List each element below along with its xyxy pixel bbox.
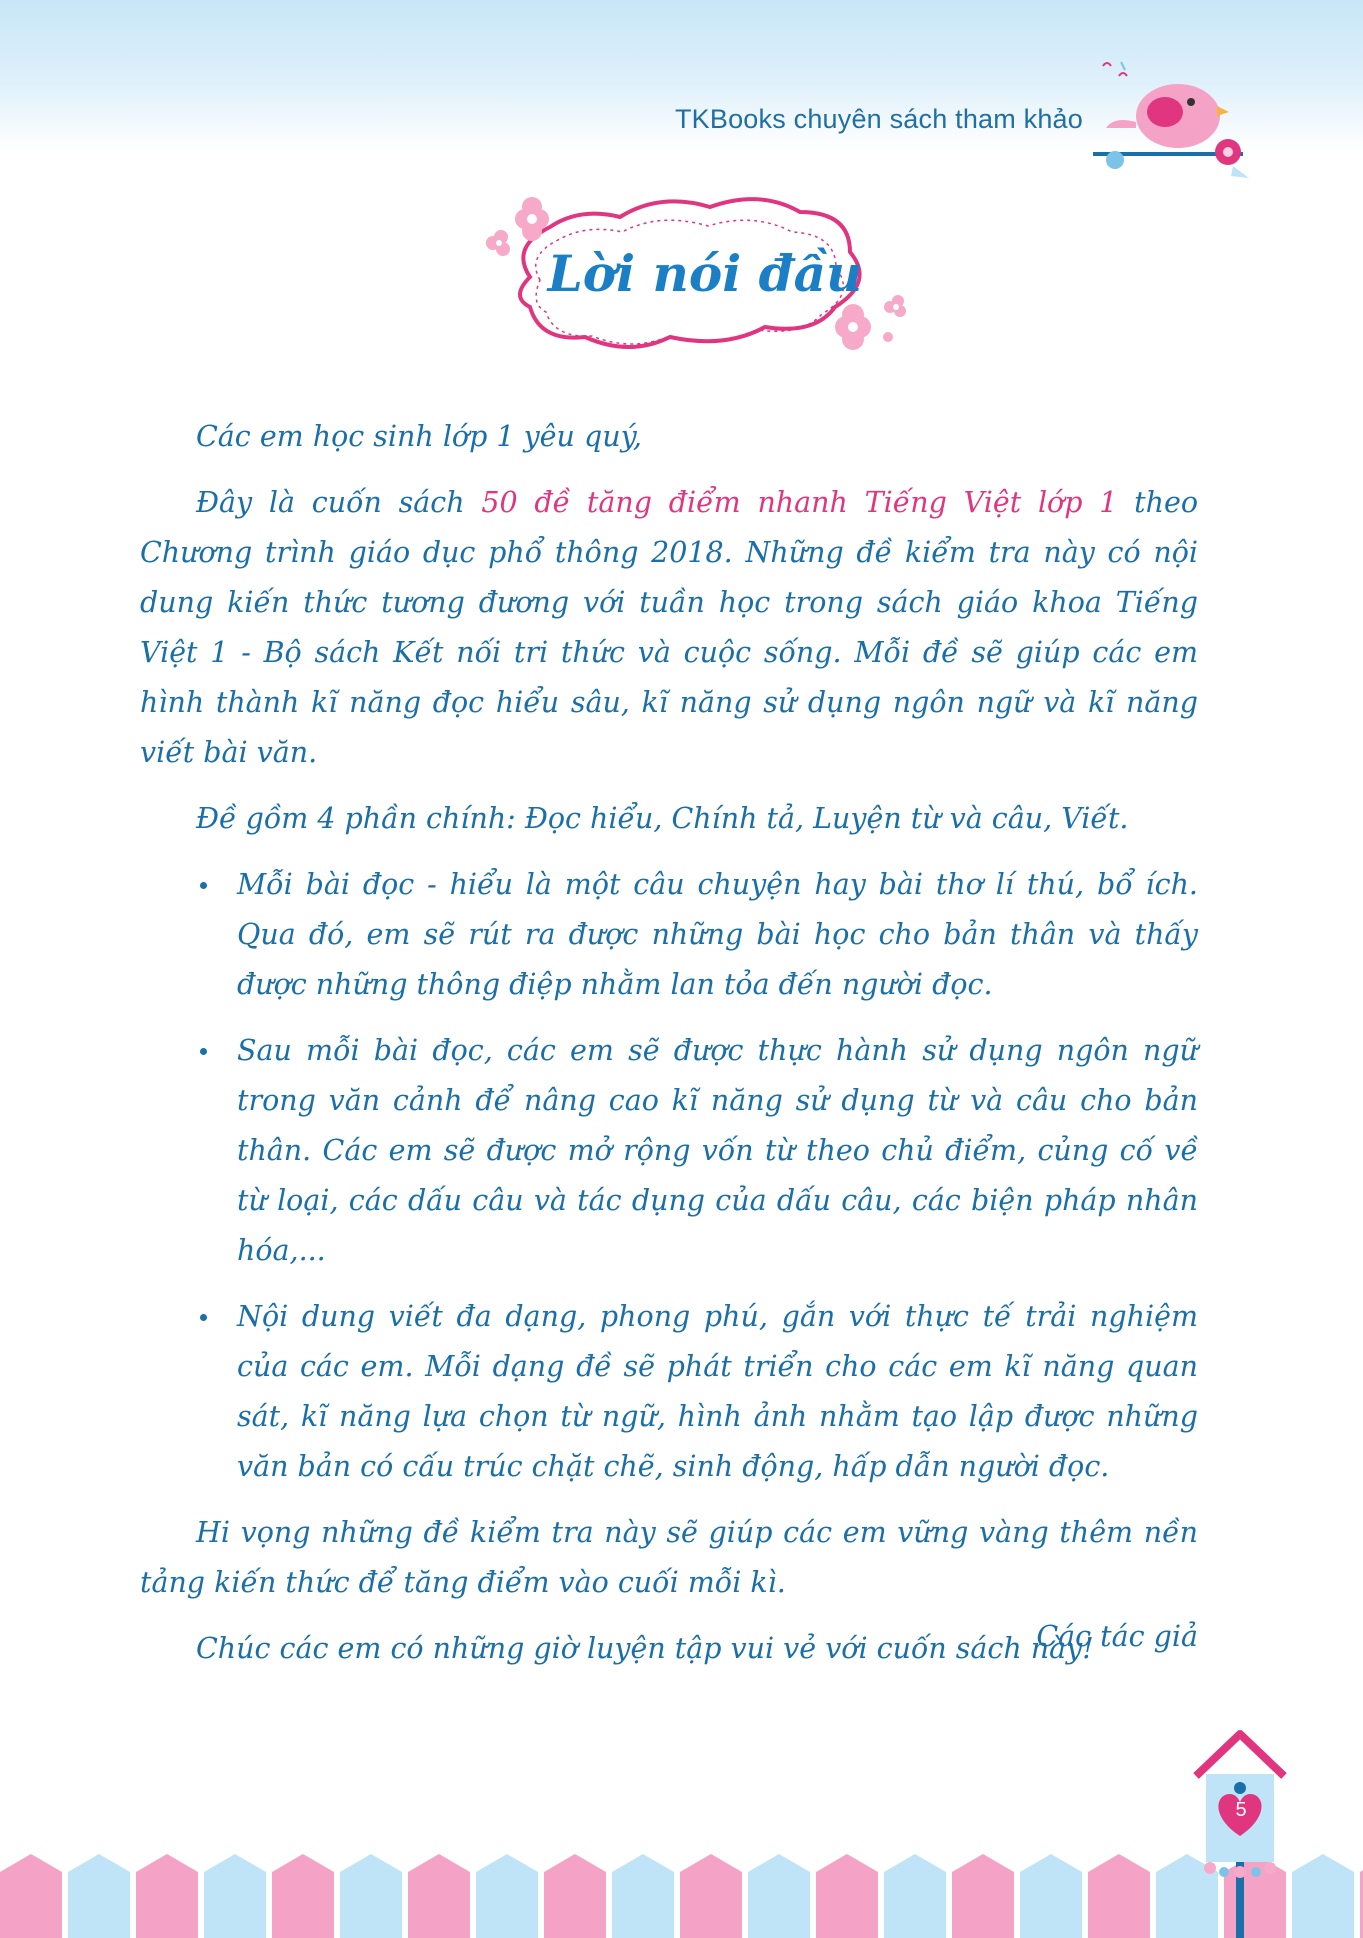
intro-paragraph (140, 478, 1198, 778)
book-title-highlight: 50 đề tăng điểm nhanh Tiếng Việt lớp 1 (481, 486, 1118, 519)
fence-picket (340, 1854, 402, 1938)
bullet-list (140, 860, 1198, 1492)
fence-picket (1088, 1854, 1150, 1938)
fence-picket (68, 1854, 130, 1938)
signature: Các tác giả (1036, 1620, 1198, 1653)
fence-picket (816, 1854, 878, 1938)
fence-picket (612, 1854, 674, 1938)
greeting: Các em học sinh lớp 1 yêu quý, (196, 420, 642, 453)
list-item: Sau mỗi bài đọc, các em sẽ được thực hành sử dụng ngôn ngữ trong văn cảnh để nâng cao kĩ năng sử dụng từ và câu cho bản thân. Các em sẽ được mở rộng vốn từ theo chủ điểm, củng cố về từ loại, các dấu câu và tác dụng của dấu câu, các biện pháp nhân hóa,... (237, 1026, 1198, 1276)
fence-picket (1292, 1854, 1354, 1938)
wish-paragraph: Chúc các em có những giờ luyện tập vui vẻ với cuốn sách này! (196, 1632, 1094, 1665)
page-number: 5 (1235, 1799, 1247, 1821)
title-frame (490, 192, 920, 362)
page-title: Lời nói đầu (547, 244, 863, 303)
fence-picket (1020, 1854, 1082, 1938)
fence-picket (204, 1854, 266, 1938)
birdhouse-icon (1190, 1728, 1290, 1938)
fence-picket (952, 1854, 1014, 1938)
bird-icon (1093, 56, 1253, 186)
fence-picket (884, 1854, 946, 1938)
intro-text-continued: theo Chương trình giáo dục phổ thông 2018. Những đề kiểm tra này có nội dung kiến thức tương đương với tuần học trong sách giáo khoa Tiếng Việt 1 - Bộ sách Kết nối tri thức và cuộc sống. Mỗi đề sẽ giúp các em hình thành kĩ năng đọc hiểu sâu, kĩ năng sử dụng ngôn ngữ và kĩ năng viết bài văn. (140, 486, 1198, 769)
fence-decoration (0, 1850, 1363, 1938)
list-item: Mỗi bài đọc - hiểu là một câu chuyện hay bài thơ lí thú, bổ ích. Qua đó, em sẽ rút ra được những bài học cho bản thân và thấy được những thông điệp nhằm lan tỏa đến người đọc. (237, 860, 1198, 1010)
structure-paragraph: Đề gồm 4 phần chính: Đọc hiểu, Chính tả, Luyện từ và câu, Viết. (196, 802, 1129, 835)
hope-paragraph: Hi vọng những đề kiểm tra này sẽ giúp các em vững vàng thêm nền tảng kiến thức để tăng điểm vào cuối mỗi kì. (140, 1516, 1198, 1599)
publisher-text: TKBooks chuyên sách tham khảo (674, 104, 1083, 134)
fence-picket (544, 1854, 606, 1938)
fence-picket (272, 1854, 334, 1938)
fence-picket (748, 1854, 810, 1938)
preface-body (140, 412, 1198, 1690)
fence-picket (680, 1854, 742, 1938)
list-item: Nội dung viết đa dạng, phong phú, gắn với thực tế trải nghiệm của các em. Mỗi dạng đề sẽ phát triển cho các em kĩ năng quan sát, kĩ năng lựa chọn từ ngữ, hình ảnh nhằm tạo lập được những văn bản có cấu trúc chặt chẽ, sinh động, hấp dẫn người đọc. (237, 1292, 1198, 1492)
fence-picket (476, 1854, 538, 1938)
intro-text: Đây là cuốn sách (196, 486, 482, 519)
fence-picket (0, 1854, 62, 1938)
fence-picket (136, 1854, 198, 1938)
fence-picket (408, 1854, 470, 1938)
